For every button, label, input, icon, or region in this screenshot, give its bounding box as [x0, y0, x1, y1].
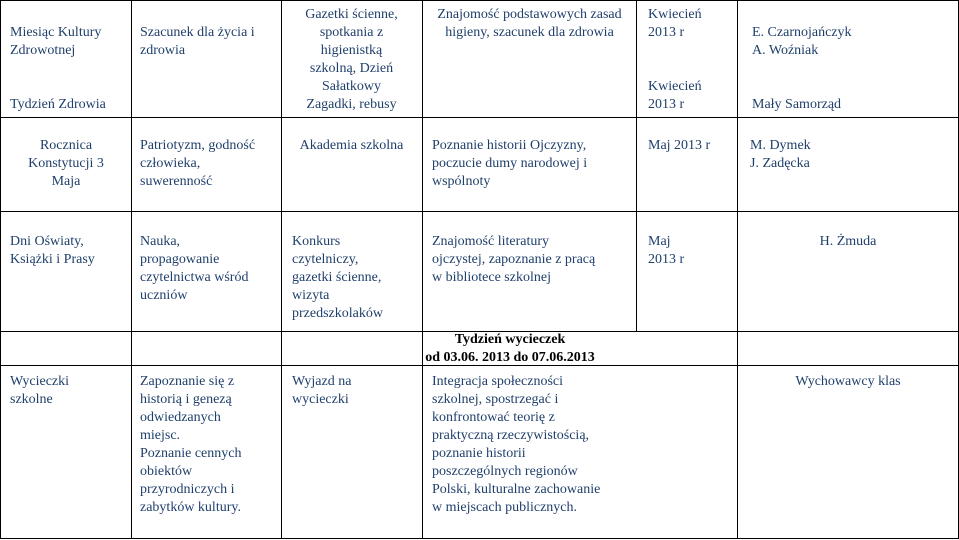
- row4-event: Wycieczki szkolne: [10, 374, 70, 407]
- row3-outcome: Znajomość literatury ojczystej, zapoznanie z pracą w bibliotece szkolnej: [432, 234, 596, 285]
- table-border-top: [0, 0, 959, 1]
- row-divider: [0, 211, 959, 212]
- col-divider: [281, 0, 282, 539]
- row1-outcome: Znajomość podstawowych zasad higieny, szacunek dla zdrowia: [437, 7, 622, 40]
- row4-outcome: Integracja społeczności szkolnej, spostrzegać i konfrontować teorię z praktyczną rzeczywistością, poznanie historii poszczególnych regionów Polski, kulturalne zachowanie w miejscach publicznych.: [432, 374, 601, 515]
- row-divider: [0, 117, 959, 118]
- row2-forms: Akademia szkolna: [299, 138, 404, 153]
- row3-responsible: H. Żmuda: [819, 234, 877, 249]
- row1-goal: Szacunek dla życia i zdrowia: [140, 25, 255, 58]
- row1-event-sub: Tydzień Zdrowia: [10, 97, 106, 112]
- section-header: Tydzień wycieczek od 03.06. 2013 do 07.06.2013: [425, 332, 595, 365]
- row1-responsible-a: E. Czarnojańczyk A. Woźniak: [752, 25, 852, 58]
- row1-forms: Gazetki ścienne, spotkania z higienistką szkolną, Dzień Sałatkowy Zagadki, rebusy: [305, 7, 398, 112]
- row2-event: Rocznica Konstytucji 3 Maja: [28, 138, 104, 189]
- row3-date: Maj 2013 r: [648, 234, 685, 267]
- row4-responsible: Wychowawcy klas: [795, 374, 901, 389]
- table-border-bottom: [0, 538, 959, 539]
- col-divider: [131, 0, 132, 539]
- row2-responsible: M. Dymek J. Zadęcka: [750, 138, 811, 171]
- row1-event: [10, 24, 128, 60]
- row1-event-name: Miesiąc Kultury Zdrowotnej: [10, 25, 102, 58]
- row3-goal: Nauka, propagowanie czytelnictwa wśród uczniów: [140, 234, 249, 303]
- col-divider: [636, 0, 637, 331]
- row1-responsible-b: Mały Samorząd: [752, 97, 842, 112]
- row2-outcome: Poznanie historii Ojczyzny, poczucie dumy narodowej i wspólnoty: [432, 138, 588, 189]
- row1-date-a: Kwiecień 2013 r: [648, 7, 702, 40]
- row3-event: Dni Oświaty, Książki i Prasy: [10, 234, 95, 267]
- row4-forms: Wyjazd na wycieczki: [292, 374, 352, 407]
- col-divider: [422, 0, 423, 539]
- row3-forms: Konkurs czytelniczy, gazetki ścienne, wizyta przedszkolaków: [292, 234, 383, 321]
- row2-goal: Patriotyzm, godność człowieka, suwerenność: [140, 138, 256, 189]
- row1-date-b: Kwiecień 2013 r: [648, 79, 702, 112]
- col-divider: [737, 0, 738, 539]
- row4-goal: Zapoznanie się z historią i genezą odwiedzanych miejsc. Poznanie cennych obiektów przyrodniczych i zabytków kultury.: [140, 374, 242, 515]
- table-border-left: [0, 0, 1, 539]
- row2-date: Maj 2013 r: [648, 138, 711, 153]
